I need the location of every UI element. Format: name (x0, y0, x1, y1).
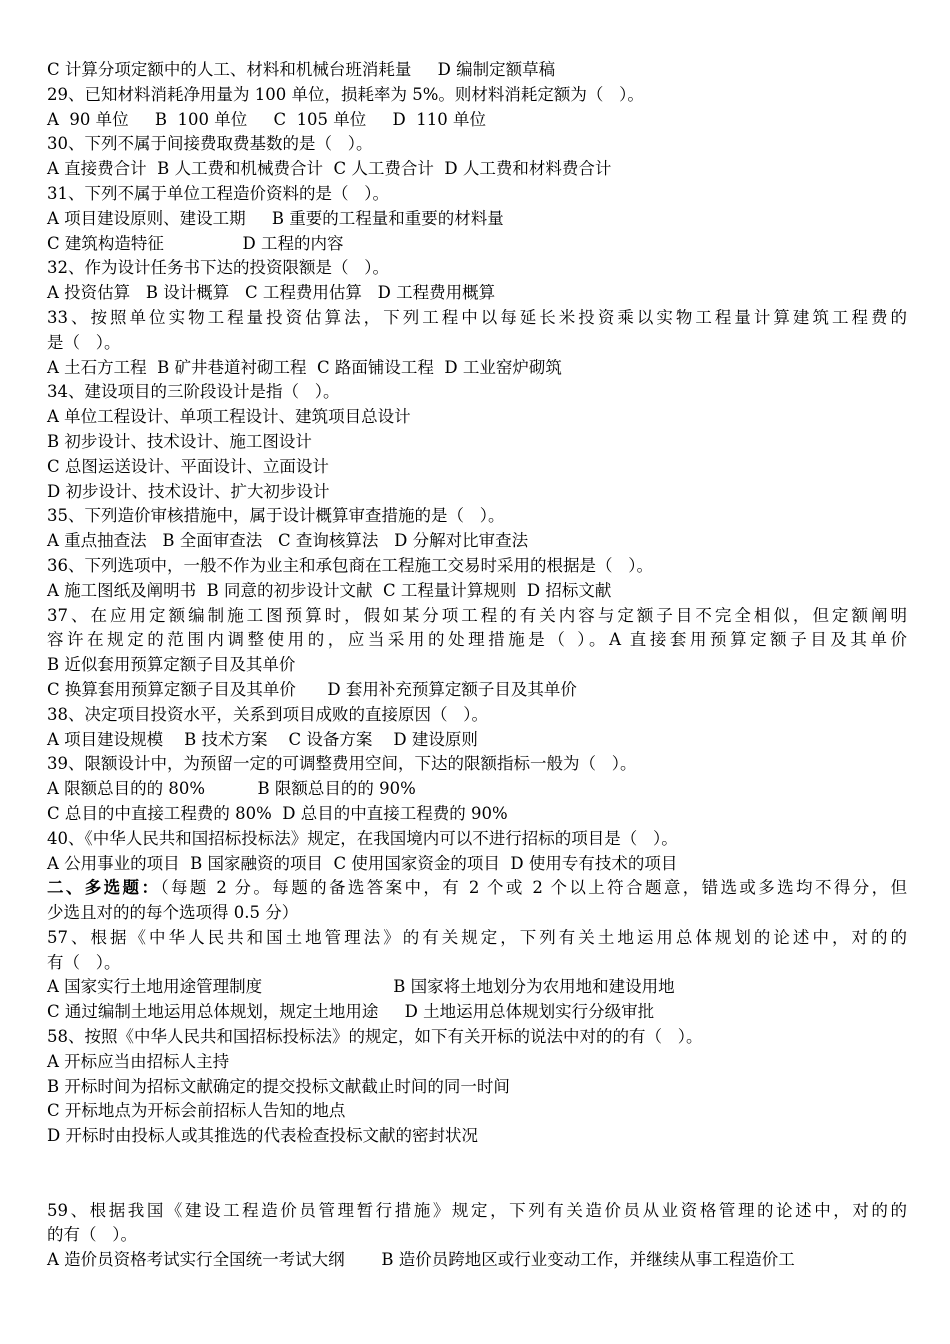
option-34-c: C 总图运送设计、平面设计、立面设计 (47, 456, 329, 476)
question-36: 36、下列选项中，一般不作为业主和承包商在工程施工交易时采用的根据是（ ）。 (47, 555, 653, 575)
question-38: 38、决定项目投资水平，关系到项目成败的直接原因（ ）。 (47, 704, 488, 724)
question-30: 30、下列不属于间接费取费基数的是（ ）。 (47, 134, 373, 154)
question-35: 35、下列造价审核措施中，属于设计概算审查措施的是（ ）。 (47, 506, 505, 526)
spacer (47, 1149, 907, 1199)
options-30: A 直接费合计 B 人工费和机械费合计 C 人工费合计 D 人工费和材料费合计 (47, 159, 612, 179)
question-33-cont: 是（ ）。 (47, 332, 121, 352)
question-33: 33、按照单位实物工程量投资估算法，下列工程中以每延长米投资乘以实物工程量计算建筑工程费的 (47, 307, 907, 327)
text-line: C 计算分项定额中的人工、材料和机械台班消耗量 D 编制定额草稿 (47, 60, 556, 79)
options-38: A 项目建设规模 B 技术方案 C 设备方案 D 建设原则 (47, 729, 478, 749)
question-31: 31、下列不属于单位工程造价资料的是（ ）。 (47, 183, 389, 203)
section-heading: 二、多选题： (47, 878, 161, 898)
section-instructions-cont: 少选且对的的每个选项得 0.5 分） (47, 903, 299, 923)
options-57-c-d: C 通过编制土地运用总体规划，规定土地用途 D 土地运用总体规划实行分级审批 (47, 1002, 655, 1022)
question-59: 59、根据我国《建设工程造价员管理暂行措施》规定，下列有关造价员从业资格管理的论述中，对的的 (47, 1200, 907, 1220)
options-39-c-d: C 总目的中直接工程费的 80% D 总目的中直接工程费的 90% (47, 803, 508, 823)
options-39-a-b: A 限额总目的的 80% B 限额总目的的 90% (47, 779, 416, 799)
option-58-c: C 开标地点为开标会前招标人告知的地点 (47, 1101, 346, 1121)
question-29: 29、已知材料消耗净用量为 100 单位，损耗率为 5%。则材料消耗定额为（ ）。 (47, 84, 644, 104)
option-58-b: B 开标时间为招标文献确定的提交投标文献截止时间的同一时间 (47, 1076, 510, 1096)
option-34-b: B 初步设计、技术设计、施工图设计 (47, 431, 312, 451)
options-31-a-b: A 项目建设原则、建设工期 B 重要的工程量和重要的材料量 (47, 208, 504, 228)
options-31-c-d: C 建筑构造特征 D 工程的内容 (47, 233, 344, 253)
option-34-a: A 单位工程设计、单项工程设计、建筑项目总设计 (47, 407, 411, 427)
document-page (47, 58, 907, 1273)
question-39: 39、限额设计中，为预留一定的可调整费用空间，下达的限额指标一般为（ ）。 (47, 754, 637, 774)
section-instructions: （每题 2 分。每题的备选答案中，有 2 个或 2 个以上符合题意，错选或多选均不得分，但 (160, 878, 908, 898)
option-58-a: A 开标应当由招标人主持 (47, 1051, 230, 1071)
options-29: A 90 单位 B 100 单位 C 105 单位 D 110 单位 (47, 109, 486, 129)
question-58: 58、按照《中华人民共和国招标投标法》的规定，如下有关开标的说法中对的的有（ ）。 (47, 1027, 703, 1047)
options-57-a-b: A 国家实行土地用途管理制度 B 国家将土地划分为农用地和建设用地 (47, 977, 675, 997)
options-40: A 公用事业的项目 B 国家融资的项目 C 使用国家资金的项目 D 使用专有技术的项目 (47, 853, 678, 873)
option-34-d: D 初步设计、技术设计、扩大初步设计 (47, 481, 330, 501)
options-59-a-b: A 造价员资格考试实行全国统一考试大纲 B 造价员跨地区或行业变动工作，并继续从事工程造价工 (47, 1250, 795, 1270)
question-40: 40、《中华人民共和国招标投标法》规定，在我国境内可以不进行招标的项目是（ ）。 (47, 828, 678, 848)
option-37-b: B 近似套用预算定额子目及其单价 (47, 655, 296, 675)
section-heading-line (47, 876, 907, 901)
question-32: 32、作为设计任务书下达的投资限额是（ ）。 (47, 258, 389, 278)
question-57: 57、根据《中华人民共和国土地管理法》的有关规定，下列有关土地运用总体规划的论述中，对的的 (47, 927, 907, 947)
question-57-cont: 有（ ）。 (47, 952, 121, 972)
question-34: 34、建设项目的三阶段设计是指（ ）。 (47, 382, 340, 402)
question-37: 37、在应用定额编制施工图预算时，假如某分项工程的有关内容与定额子目不完全相似，但定额阐明 (47, 605, 907, 625)
question-59-cont: 的有（ ）。 (47, 1225, 137, 1245)
options-32: A 投资估算 B 设计概算 C 工程费用估算 D 工程费用概算 (47, 283, 496, 303)
options-36: A 施工图纸及阐明书 B 同意的初步设计文献 C 工程量计算规则 D 招标文献 (47, 580, 612, 600)
options-35: A 重点抽查法 B 全面审查法 C 查询核算法 D 分解对比审查法 (47, 531, 529, 551)
options-33: A 土石方工程 B 矿井巷道衬砌工程 C 路面铺设工程 D 工业窑炉砌筑 (47, 357, 562, 377)
option-58-d: D 开标时由投标人或其推选的代表检查投标文献的密封状况 (47, 1126, 478, 1146)
options-37-c-d: C 换算套用预算定额子目及其单价 D 套用补充预算定额子目及其单价 (47, 679, 577, 699)
question-37-cont: 容许在规定的范围内调整使用的，应当采用的处理措施是（ ）。A 直接套用预算定额子目及其单价 (47, 630, 907, 650)
